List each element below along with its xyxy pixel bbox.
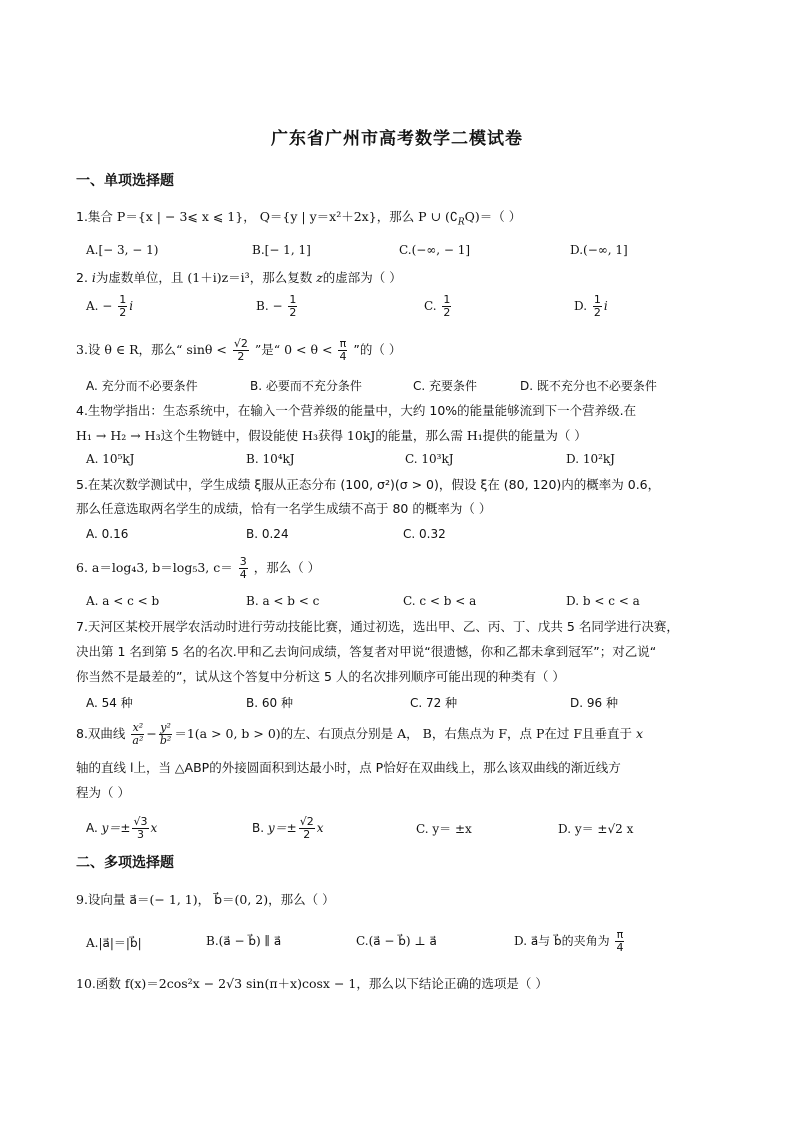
q8-b-num: √2 xyxy=(299,815,314,828)
q6-option-c: C. c < b < a xyxy=(403,594,477,608)
q8-a-eq: y＝± xyxy=(101,821,131,835)
question-3-stem-mid: ”是“ 0 < θ < xyxy=(254,342,333,357)
question-6-den: 4 xyxy=(239,568,247,581)
q6-option-a: A. a < c < b xyxy=(86,594,160,608)
q4-option-b: B. 10⁴kJ xyxy=(246,452,295,466)
question-5-line-2: 那么任意选取两名学生的成绩，恰有一名学生成绩不高于 80 的概率为（ ） xyxy=(76,501,492,516)
section-multiple-choice: 二、多项选择题 xyxy=(76,855,174,871)
q8-b-den: 2 xyxy=(303,828,311,841)
q4-option-c: C. 10³kJ xyxy=(405,452,454,466)
question-3-den: 2 xyxy=(237,350,245,363)
q3-option-d: D. 既不充分也不必要条件 xyxy=(520,379,657,393)
q1-option-d: D.(−∞, 1] xyxy=(570,243,628,257)
question-2-z: z xyxy=(316,270,323,285)
question-5-line-1: 5.在某次数学测试中，学生成绩 ξ服从正态分布 (100, σ²)(σ > 0)，假设 ξ在 (80, 120)内的概率为 0.6， xyxy=(76,477,661,492)
question-2-stem-end: 的虚部为（ ） xyxy=(322,270,402,285)
q9-d-text: D. a⃗与 b⃗的夹角为 xyxy=(514,934,610,948)
question-6 xyxy=(76,556,734,581)
q3-option-b: B. 必要而不充分条件 xyxy=(250,379,362,393)
q2-c-den: 2 xyxy=(443,306,451,319)
q2-d-suffix: i xyxy=(603,299,608,313)
q2-a-den: 2 xyxy=(119,306,127,319)
question-4-line-1: 4.生物学指出：生态系统中，在输入一个营养级的能量中，大约 10%的能量能够流到下一个营养级.在 xyxy=(76,403,637,418)
q2-option-b xyxy=(256,294,299,319)
question-3 xyxy=(76,338,734,363)
question-2-number: 2. xyxy=(76,270,88,285)
q2-d-prefix: D. xyxy=(574,299,588,313)
q2-b-prefix: B. − xyxy=(256,299,283,313)
q8-option-d: D. y＝ ±√2 x xyxy=(558,822,634,836)
question-10: 10.函数 f(x)＝2cos²x − 2√3 sin(π＋x)cosx − 1，那么以下结论正确的选项是（ ） xyxy=(76,976,548,991)
q1-option-b: B.[− 1, 1] xyxy=(252,243,311,257)
q1-option-a: A.[− 3, − 1) xyxy=(86,243,159,257)
question-3-stem-end: ”的（ ） xyxy=(353,342,402,357)
question-7-line-3: 你当然不是最差的”，试从这个答复中分析这 5 人的名次排列顺序可能出现的种类有（ ） xyxy=(76,669,565,684)
question-3-den2: 4 xyxy=(339,350,347,363)
question-8-stem: ＝1(a > 0, b > 0)的左、右顶点分别是 A， B，右焦点为 F，点 P在过 F且垂直于 xyxy=(174,726,633,741)
q8-option-c: C. y＝ ±x xyxy=(416,822,472,836)
q9-option-a: A.|a⃗|＝|b⃗| xyxy=(86,936,142,950)
q8-b-prefix: B. xyxy=(252,821,265,835)
q4-option-d: D. 10²kJ xyxy=(566,452,615,466)
question-7-line-2: 决出第 1 名到第 5 名的名次.甲和乙去询问成绩，答复者对甲说“很遗憾，你和乙都未拿到冠军”；对乙说“ xyxy=(76,644,657,659)
q6-option-b: B. a < b < c xyxy=(246,594,320,608)
q8-x2: x² xyxy=(132,721,144,734)
q9-option-b: B.(a⃗ − b⃗) ∥ a⃗ xyxy=(206,934,282,948)
q2-c-num: 1 xyxy=(443,293,451,306)
question-2-i: i xyxy=(91,270,96,285)
q8-a-num: √3 xyxy=(133,815,148,828)
q2-option-a xyxy=(86,294,133,319)
question-8-line-3: 程为（ ） xyxy=(76,785,130,800)
q1-option-c: C.(−∞, − 1] xyxy=(399,243,471,257)
q6-option-d: D. b < c < a xyxy=(566,594,640,608)
q8-b-suffix: x xyxy=(316,821,324,835)
q7-option-d: D. 96 种 xyxy=(570,696,618,710)
question-1-number: 1.集合 xyxy=(76,209,113,224)
q7-option-a: A. 54 种 xyxy=(86,696,133,710)
q8-a-den: 3 xyxy=(136,828,144,841)
question-1 xyxy=(76,205,734,235)
section-single-choice: 一、单项选择题 xyxy=(76,173,174,189)
question-6-stem-end: ，那么（ ） xyxy=(253,560,321,575)
question-1-subscript: R xyxy=(457,217,465,228)
question-1-stem: P＝{x | − 3⩽ x ⩽ 1}， Q＝{y | y＝x²＋2x}，那么 P ∪ (∁ xyxy=(116,209,458,224)
q5-option-c: C. 0.32 xyxy=(403,527,446,541)
q8-b-eq: y＝± xyxy=(267,821,297,835)
q2-d-num: 1 xyxy=(593,293,601,306)
q2-c-prefix: C. xyxy=(424,299,437,313)
q8-a2: a² xyxy=(132,734,144,747)
question-3-num: √2 xyxy=(233,337,248,350)
q8-a-prefix: A. xyxy=(86,821,98,835)
page-title: 广东省广州市高考数学二模试卷 xyxy=(271,129,523,149)
question-3-num2: π xyxy=(339,337,347,350)
question-3-sin: sinθ < xyxy=(186,342,227,357)
question-6-stem: 6. a＝log₄3, b＝log₅3, c＝ xyxy=(76,560,233,575)
question-8-number: 8.双曲线 xyxy=(76,726,126,741)
q5-option-a: A. 0.16 xyxy=(86,527,129,541)
q8-option-b xyxy=(252,816,324,841)
q9-option-c: C.(a⃗ − b⃗) ⊥ a⃗ xyxy=(356,934,437,948)
question-8-x: x xyxy=(636,726,644,741)
q3-option-c: C. 充要条件 xyxy=(413,379,478,393)
q8-a-suffix: x xyxy=(150,821,158,835)
question-9: 9.设向量 a⃗＝(− 1, 1)， b⃗＝(0, 2)，那么（ ） xyxy=(76,892,335,907)
q2-a-prefix: A. − xyxy=(86,299,113,313)
question-3-stem: 3.设 θ ∈ R，那么“ xyxy=(76,342,183,357)
question-2-stem: 为虚数单位，且 (1＋i)z＝i³，那么复数 xyxy=(95,270,313,285)
q4-option-a: A. 10⁵kJ xyxy=(86,452,135,466)
q3-option-a: A. 充分而不必要条件 xyxy=(86,379,198,393)
q2-a-suffix: i xyxy=(129,299,134,313)
q2-d-den: 2 xyxy=(593,306,601,319)
q8-y2: y² xyxy=(160,721,171,734)
question-2 xyxy=(76,266,734,290)
q2-a-num: 1 xyxy=(119,293,127,306)
question-8-line-2: 轴的直线 l上，当 △ABP的外接圆面积到达最小时，点 P恰好在双曲线上，那么该双曲线的渐近线方 xyxy=(76,760,621,775)
q7-option-b: B. 60 种 xyxy=(246,696,293,710)
q5-option-b: B. 0.24 xyxy=(246,527,289,541)
q2-option-c xyxy=(424,294,453,319)
q2-b-den: 2 xyxy=(289,306,297,319)
q7-option-c: C. 72 种 xyxy=(410,696,458,710)
q8-b2: b² xyxy=(159,734,172,747)
q2-option-d xyxy=(574,294,608,319)
q9-d-num: π xyxy=(616,928,624,941)
q8-option-a xyxy=(86,816,157,841)
q9-d-den: 4 xyxy=(616,941,624,954)
question-8-line-1: 8.双曲线 $\frac{\text{x²}}{\text{a²}}$ − $\frac{\text{y²}}{\text{b²}}$ ＝1(a > 0, b > 0)的左、右顶点分别是 A， B，右焦点为 F，点 P在过 F且垂直于 x xyxy=(76,721,644,747)
question-7-line-1: 7.天河区某校开展学农活动时进行劳动技能比赛，通过初选，选出甲、乙、丙、丁、戊共 5 名同学进行决赛， xyxy=(76,619,679,634)
question-4-line-2: H₁ → H₂ → H₃这个生物链中，假设能使 H₃获得 10kJ的能量，那么需 H₁提供的能量为（ ） xyxy=(76,428,587,443)
q2-b-num: 1 xyxy=(289,293,297,306)
question-6-num: 3 xyxy=(239,555,247,568)
question-1-stem-end: Q)＝（ ） xyxy=(464,209,522,224)
q9-option-d xyxy=(514,929,626,954)
